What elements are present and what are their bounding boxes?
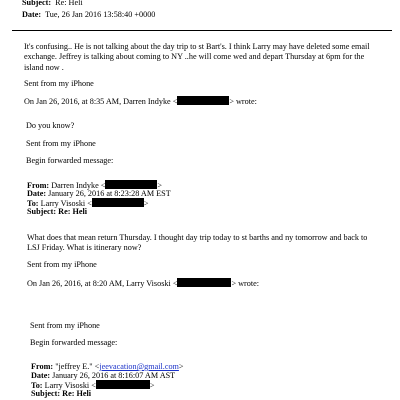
fwd1-to-label: To:: [27, 199, 39, 208]
fwd1-from-value: Darren Indyke <: [51, 181, 106, 190]
fwd2-to-value: Larry Visoski <: [44, 381, 96, 390]
fwd2-from-value: "jeffrey E." <: [55, 362, 100, 371]
fwd1-from-label: From:: [27, 181, 50, 190]
do-you-know-text: Do you know?: [26, 121, 75, 130]
redaction-block: [96, 380, 150, 389]
header-subject: [22, 0, 83, 8]
fwd2-date-value: January 26, 2016 at 8:16:07 AM AST: [52, 371, 176, 380]
header-subject-label: Subject:: [22, 0, 52, 7]
fwd2-from-label: From:: [31, 362, 54, 371]
redaction-block: [177, 278, 231, 287]
body-paragraph-1: It's confusing.. He is not talking about the day trip to st Bart's. I think Larry may have deleted some email exchange. Jeffrey is talking about coming to NY ..he will come wed and depart Thursday at 6pm for the island now .: [24, 42, 370, 72]
fwd1-subject: [27, 207, 87, 217]
fwd2-to-end: >: [149, 381, 155, 390]
sent-from-iphone-2: Sent from my iPhone: [26, 139, 96, 148]
quote-line-1: [24, 96, 257, 107]
quote-line-2-prefix: On Jan 26, 2016, at 8:20 AM, Larry Visoski <: [27, 279, 178, 288]
fwd2-subject-label: Subject:: [31, 389, 61, 398]
sent-from-iphone-4: Sent from my iPhone: [30, 321, 100, 330]
fwd2-date-label: Date:: [31, 371, 51, 380]
body-paragraph-2: What does that mean return Thursday. I thought day trip today to st barths and ny tomorrow and back to LSJ Friday. What is itinerary now?: [27, 233, 368, 253]
fwd1-from-end: >: [157, 181, 162, 190]
fwd1-subject-value: Re: Heli: [58, 207, 88, 216]
fwd2-subject-value: Re: Heli: [62, 389, 92, 398]
quote-line-1-prefix: On Jan 26, 2016, at 8:35 AM, Darren Indyke <: [24, 97, 178, 106]
fwd2-subject: [31, 389, 91, 399]
quote-line-1-suffix: > wrote:: [229, 97, 257, 106]
header-date: [22, 10, 155, 20]
begin-forwarded-2: Begin forwarded message:: [30, 338, 118, 347]
redaction-block: [105, 180, 157, 189]
fwd2-from-email-link[interactable]: jeevacation@gmail.com: [99, 362, 179, 371]
fwd1-to-end: >: [143, 199, 149, 208]
fwd2-to-label: To:: [31, 381, 43, 390]
header-date-label: Date:: [22, 10, 42, 19]
fwd1-subject-label: Subject:: [27, 207, 57, 216]
redaction-block: [177, 96, 229, 105]
fwd1-date-value: January 26, 2016 at 8:23:28 AM EST: [48, 189, 171, 198]
fwd1-to-value: Larry Visoski <: [40, 199, 92, 208]
fwd2-from-end: >: [178, 362, 184, 371]
quote-line-2: [27, 278, 259, 289]
sent-from-iphone-1: Sent from my iPhone: [24, 79, 94, 88]
header-subject-value: Re: Heli: [55, 0, 83, 7]
begin-forwarded-1: Begin forwarded message:: [26, 156, 114, 165]
quote-line-2-suffix: > wrote:: [231, 279, 260, 288]
fwd1-date-label: Date:: [27, 189, 47, 198]
header-divider: [12, 30, 392, 31]
sent-from-iphone-3: Sent from my iPhone: [27, 260, 97, 269]
header-date-value: Tue, 26 Jan 2016 13:58:40 +0000: [45, 10, 156, 19]
redaction-block: [92, 198, 144, 207]
